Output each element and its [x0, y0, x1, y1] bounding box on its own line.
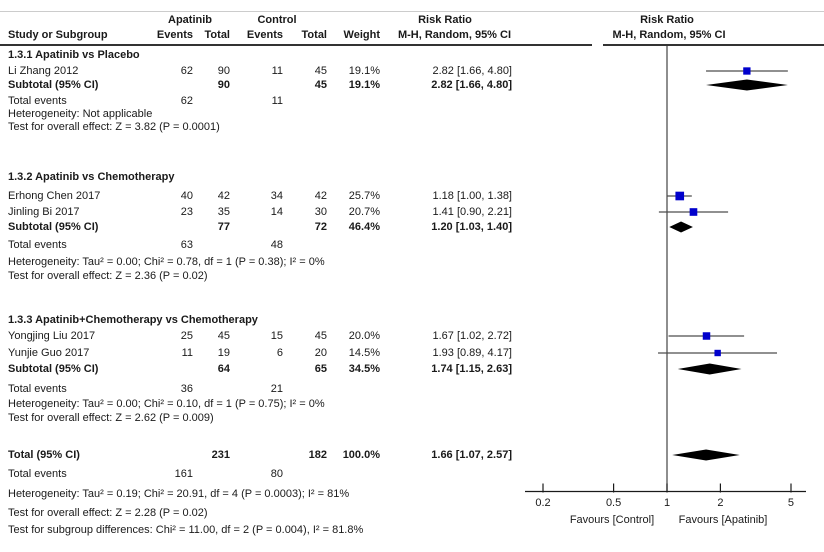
favours-control-label: Favours [Control]: [569, 514, 655, 526]
heterogeneity-text: Heterogeneity: Tau² = 0.00; Chi² = 0.10, df = 1 (P = 0.75); I² = 0%: [8, 398, 325, 410]
study-name: Yunjie Guo 2017: [8, 347, 90, 359]
events-a-cell: 62: [180, 95, 193, 107]
total-c-cell: 72: [314, 221, 327, 233]
column-header-total-c: Total: [301, 29, 327, 41]
weight-cell: 19.1%: [348, 65, 380, 77]
subtotal-diamond: [706, 80, 788, 91]
subtotal-diamond: [669, 222, 693, 233]
effect-square: [743, 67, 750, 74]
events-c-cell: 34: [270, 190, 283, 202]
subtotal-diamond: [678, 364, 742, 375]
total-a-cell: 42: [217, 190, 230, 202]
weight-cell: 34.5%: [348, 363, 380, 375]
total-a-cell: 231: [211, 449, 230, 461]
events-c-cell: 15: [270, 330, 283, 342]
risk-ratio-cell: 2.82 [1.66, 4.80]: [431, 79, 512, 91]
axis-tick-label: 2: [717, 497, 724, 509]
events-a-cell: 62: [180, 65, 193, 77]
risk-ratio-plot-title: Risk Ratio: [640, 14, 694, 26]
risk-ratio-cell: 1.20 [1.03, 1.40]: [431, 221, 512, 233]
events-c-cell: 21: [270, 383, 283, 395]
column-header-events-a: Events: [156, 29, 193, 41]
effect-square: [690, 208, 698, 216]
weight-cell: 14.5%: [348, 347, 380, 359]
overall-test-text: Test for overall effect: Z = 2.28 (P = 0.02): [8, 507, 208, 519]
risk-ratio-cell: 1.67 [1.02, 2.72]: [432, 330, 512, 342]
events-c-cell: 11: [271, 65, 283, 77]
favours-apatinib-label: Favours [Apatinib]: [678, 514, 768, 526]
risk-ratio-stat-title: Risk Ratio: [418, 14, 472, 26]
risk-ratio-cell: 2.82 [1.66, 4.80]: [432, 65, 512, 77]
study-name: Erhong Chen 2017: [8, 190, 101, 202]
axis-tick-label: 0.5: [605, 497, 622, 509]
weight-cell: 25.7%: [348, 190, 380, 202]
events-a-cell: 36: [180, 383, 193, 395]
column-header-total-a: Total: [204, 29, 230, 41]
effect-square: [714, 350, 720, 356]
study-name: Li Zhang 2012: [8, 65, 79, 77]
heterogeneity-text: Heterogeneity: Tau² = 0.19; Chi² = 20.91, df = 4 (P = 0.0003); I² = 81%: [8, 488, 350, 500]
heterogeneity-text: Heterogeneity: Tau² = 0.00; Chi² = 0.78, df = 1 (P = 0.38); I² = 0%: [8, 256, 325, 268]
risk-ratio-cell: 1.18 [1.00, 1.38]: [432, 190, 512, 202]
total-a-cell: 77: [217, 221, 230, 233]
overall-test-text: Test for overall effect: Z = 2.36 (P = 0.02): [8, 270, 208, 282]
events-a-cell: 25: [180, 330, 193, 342]
total-c-cell: 20: [314, 347, 327, 359]
effect-square: [675, 192, 684, 201]
total-c-cell: 30: [314, 206, 327, 218]
section-header: 1.3.3 Apatinib+Chemotherapy vs Chemotherapy: [8, 314, 258, 326]
total-label: Total (95% CI): [8, 449, 80, 461]
total-c-cell: 42: [314, 190, 327, 202]
total-c-cell: 65: [314, 363, 327, 375]
events-a-cell: 161: [174, 468, 193, 480]
column-header-weight: Weight: [343, 29, 380, 41]
total-a-cell: 35: [217, 206, 230, 218]
total-a-cell: 64: [217, 363, 230, 375]
events-a-cell: 40: [180, 190, 193, 202]
events-a-cell: 63: [180, 239, 193, 251]
column-group-apatinib: Apatinib: [168, 14, 212, 26]
risk-ratio-cell: 1.66 [1.07, 2.57]: [431, 449, 512, 461]
overall-test-text: Test for overall effect: Z = 3.82 (P = 0.0001): [8, 121, 220, 133]
study-name: Yongjing Liu 2017: [8, 330, 96, 342]
total-a-cell: 90: [217, 65, 230, 77]
axis-tick-label: 5: [787, 497, 795, 509]
column-header-mh-plot: M-H, Random, 95% CI: [612, 29, 726, 41]
total-a-cell: 90: [217, 79, 230, 91]
total-events-label: Total events: [8, 383, 67, 395]
effect-square: [703, 332, 711, 340]
total-a-cell: 19: [217, 347, 230, 359]
weight-cell: 19.1%: [348, 79, 380, 91]
total-c-cell: 45: [314, 79, 327, 91]
weight-cell: 46.4%: [348, 221, 380, 233]
study-name: Jinling Bi 2017: [8, 206, 80, 218]
weight-cell: 100.0%: [342, 449, 380, 461]
section-header: 1.3.1 Apatinib vs Placebo: [8, 49, 140, 61]
axis-tick-label: 0.2: [535, 497, 551, 509]
events-c-cell: 11: [271, 95, 283, 107]
subtotal-label: Subtotal (95% CI): [8, 363, 99, 375]
events-c-cell: 14: [270, 206, 283, 218]
section-header: 1.3.2 Apatinib vs Chemotherapy: [8, 171, 175, 183]
weight-cell: 20.0%: [348, 330, 380, 342]
total-a-cell: 45: [217, 330, 230, 342]
events-c-cell: 6: [276, 347, 283, 359]
column-group-control: Control: [257, 14, 297, 26]
events-a-cell: 23: [180, 206, 193, 218]
total-c-cell: 45: [314, 330, 327, 342]
risk-ratio-cell: 1.93 [0.89, 4.17]: [432, 347, 512, 359]
overall-test-text: Test for overall effect: Z = 2.62 (P = 0.009): [8, 412, 214, 424]
heterogeneity-text: Heterogeneity: Not applicable: [8, 108, 153, 120]
total-events-label: Total events: [8, 239, 67, 251]
subtotal-label: Subtotal (95% CI): [8, 79, 99, 91]
events-c-cell: 48: [270, 239, 283, 251]
events-a-cell: 11: [181, 347, 193, 359]
total-c-cell: 182: [308, 449, 327, 461]
axis-tick-label: 1: [663, 497, 671, 509]
column-header-events-c: Events: [246, 29, 283, 41]
weight-cell: 20.7%: [348, 206, 380, 218]
column-header-study: Study or Subgroup: [8, 29, 108, 41]
total-events-label: Total events: [8, 95, 67, 107]
column-header-mh-stat: M-H, Random, 95% CI: [397, 29, 512, 41]
events-c-cell: 80: [270, 468, 283, 480]
total-c-cell: 45: [314, 65, 327, 77]
subtotal-label: Subtotal (95% CI): [8, 221, 99, 233]
subgroup-test-text: Test for subgroup differences: Chi² = 11.00, df = 2 (P = 0.004), I² = 81.8%: [8, 524, 364, 536]
risk-ratio-cell: 1.41 [0.90, 2.21]: [432, 206, 512, 218]
total-diamond: [672, 450, 740, 461]
total-events-label: Total events: [8, 468, 67, 480]
risk-ratio-cell: 1.74 [1.15, 2.63]: [431, 363, 512, 375]
